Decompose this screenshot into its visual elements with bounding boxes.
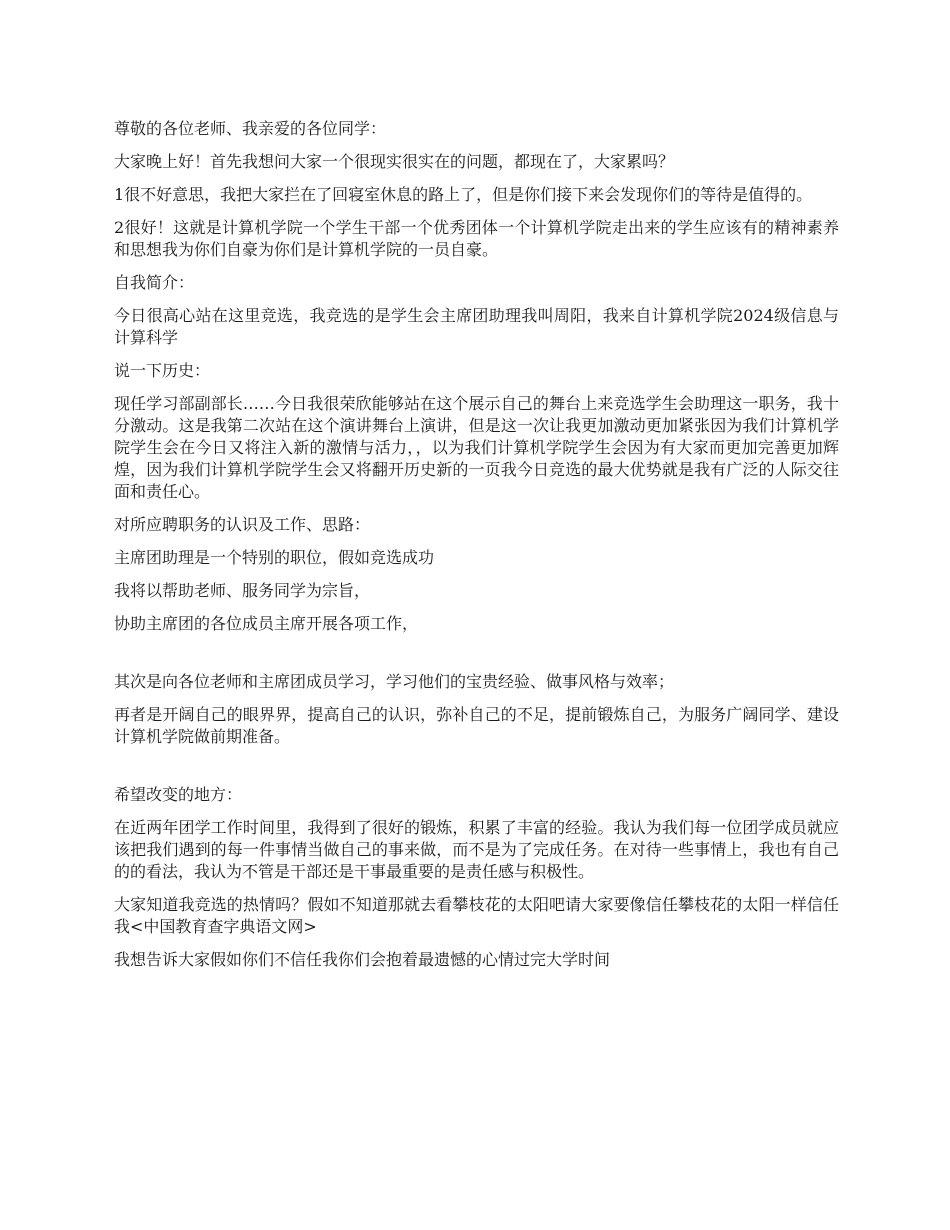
spacer: [114, 646, 839, 671]
paragraph-intro: 今日很高心站在这里竞选，我竞选的是学生会主席团助理我叫周阳，我来自计算机学院2024级信息与计算科学: [114, 306, 839, 347]
paragraph-experience: 在近两年团学工作时间里，我得到了很好的锻炼，积累了丰富的经验。我认为我们每一位团学成员就应该把我们遇到的每一件事情当做自己的事来做，而不是为了完成任务。在对待一些事情上，我也有自己的的看法，我认为不管是干部还是干事最重要的是责任感与积极性。: [114, 818, 839, 881]
section-heading-change: 希望改变的地方：: [114, 785, 243, 804]
spacer: [114, 759, 839, 784]
paragraph-apology: 1很不好意思，我把大家拦在了回寝室休息的路上了，但是你们接下来会发现你们的等待是值得的。: [114, 185, 813, 204]
paragraph-praise: 2很好！这就是计算机学院一个学生干部一个优秀团体一个计算机学院走出来的学生应该有的精神素养和思想我为你们自豪为你们是计算机学院的一员自豪。: [114, 218, 839, 259]
paragraph-role-1: 主席团助理是一个特别的职位，假如竞选成功: [114, 548, 435, 567]
paragraph-learn: 其次是向各位老师和主席团成员学习，学习他们的宝贵经验、做事风格与效率；: [114, 672, 675, 691]
paragraph-role-3: 协助主席团的各位成员主席开展各项工作，: [114, 614, 419, 633]
paragraph-role-2: 我将以帮助老师、服务同学为宗旨，: [114, 581, 371, 600]
paragraph-enthusiasm: 大家知道我竞选的热情吗？假如不知道那就去看攀枝花的太阳吧请大家要像信任攀枝花的太阳一样信任我<中国教育查字典语文网>: [114, 895, 839, 936]
section-heading-role: 对所应聘职务的认识及工作、思路：: [114, 515, 371, 534]
paragraph-broaden: 再者是开阔自己的眼界界，提高自己的认识，弥补自己的不足，提前锻炼自己，为服务广阔同学、建设计算机学院做前期准备。: [114, 705, 839, 746]
section-heading-history: 说一下历史：: [114, 361, 211, 380]
paragraph-closing: 我想告诉大家假如你们不信任我你们会抱着最遗憾的心情过完大学时间: [114, 950, 611, 969]
section-heading-intro: 自我简介：: [114, 273, 195, 292]
paragraph-history: 现任学习部副部长……今日我很荣欣能够站在这个展示自己的舞台上来竞选学生会助理这一职务，我十分激动。这是我第二次站在这个演讲舞台上演讲，但是这一次让我更加激动更加紧张因为我们计算机学院学生会在今日又将注入新的激情与活力，，以为我们计算机学院学生会因为有大家而更加完善更加辉煌，因为我们计算机学院学生会又将翻开历史新的一页我今日竞选的最大优势就是我有广泛的人际交往面和责任心。: [114, 394, 839, 501]
salutation: 尊敬的各位老师、我亲爱的各位同学：: [114, 119, 387, 138]
greeting-paragraph: 大家晚上好！首先我想问大家一个很现实很实在的问题，都现在了，大家累吗？: [114, 152, 675, 171]
speech-body: [114, 118, 839, 982]
